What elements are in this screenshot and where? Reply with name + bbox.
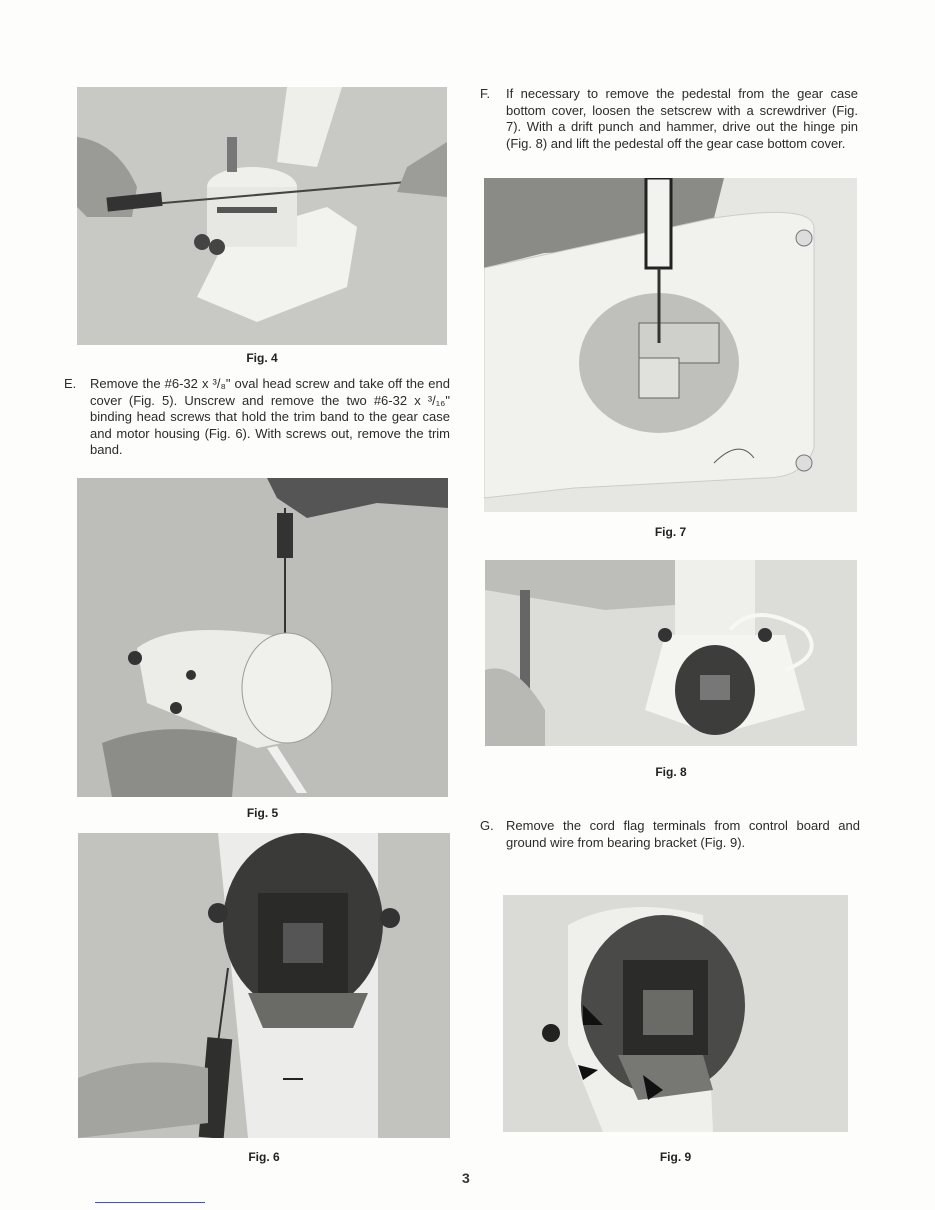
figure-7-caption: Fig. 7: [654, 525, 687, 539]
step-e-text: Remove the #6-32 x ³/₈" oval head screw and take off the end cover (Fig. 5). Unscrew and remove the two #6-32 x ³/₁₆" binding head screws that hold the trim band to the gear case and motor housing (Fig. 6). With screws out, remove the trim band.: [90, 376, 450, 457]
figure-6-caption: Fig. 6: [248, 1150, 280, 1164]
figure-4-caption: Fig. 4: [246, 351, 278, 365]
step-e: [64, 376, 450, 459]
figure-9-caption: Fig. 9: [659, 1150, 692, 1164]
step-e-letter: E.: [64, 376, 77, 391]
step-g-letter: G.: [480, 818, 494, 833]
figure-6-photo: [78, 833, 450, 1138]
step-g-text: Remove the cord flag terminals from control board and ground wire from bearing bracket (Fig. 9).: [506, 818, 860, 850]
figure-8-photo: [485, 560, 857, 746]
figure-9-photo: [503, 895, 848, 1132]
step-f: [480, 86, 858, 152]
figure-5-caption: Fig. 5: [246, 806, 279, 820]
figure-8-caption: Fig. 8: [655, 765, 687, 779]
figure-4-photo: [77, 87, 447, 345]
link-underline: [95, 1202, 205, 1203]
figure-5-photo: [77, 478, 448, 797]
figure-7-photo: [484, 178, 857, 512]
page-number: 3: [462, 1170, 470, 1186]
step-f-letter: F.: [480, 86, 491, 101]
step-g: [480, 818, 860, 851]
step-f-text: If necessary to remove the pedestal from the gear case bottom cover, loosen the setscrew with a screwdriver (Fig. 7). With a drift punch and hammer, drive out the hinge pin (Fig. 8) and lift the pedestal off the gear case bottom cover.: [506, 86, 858, 151]
